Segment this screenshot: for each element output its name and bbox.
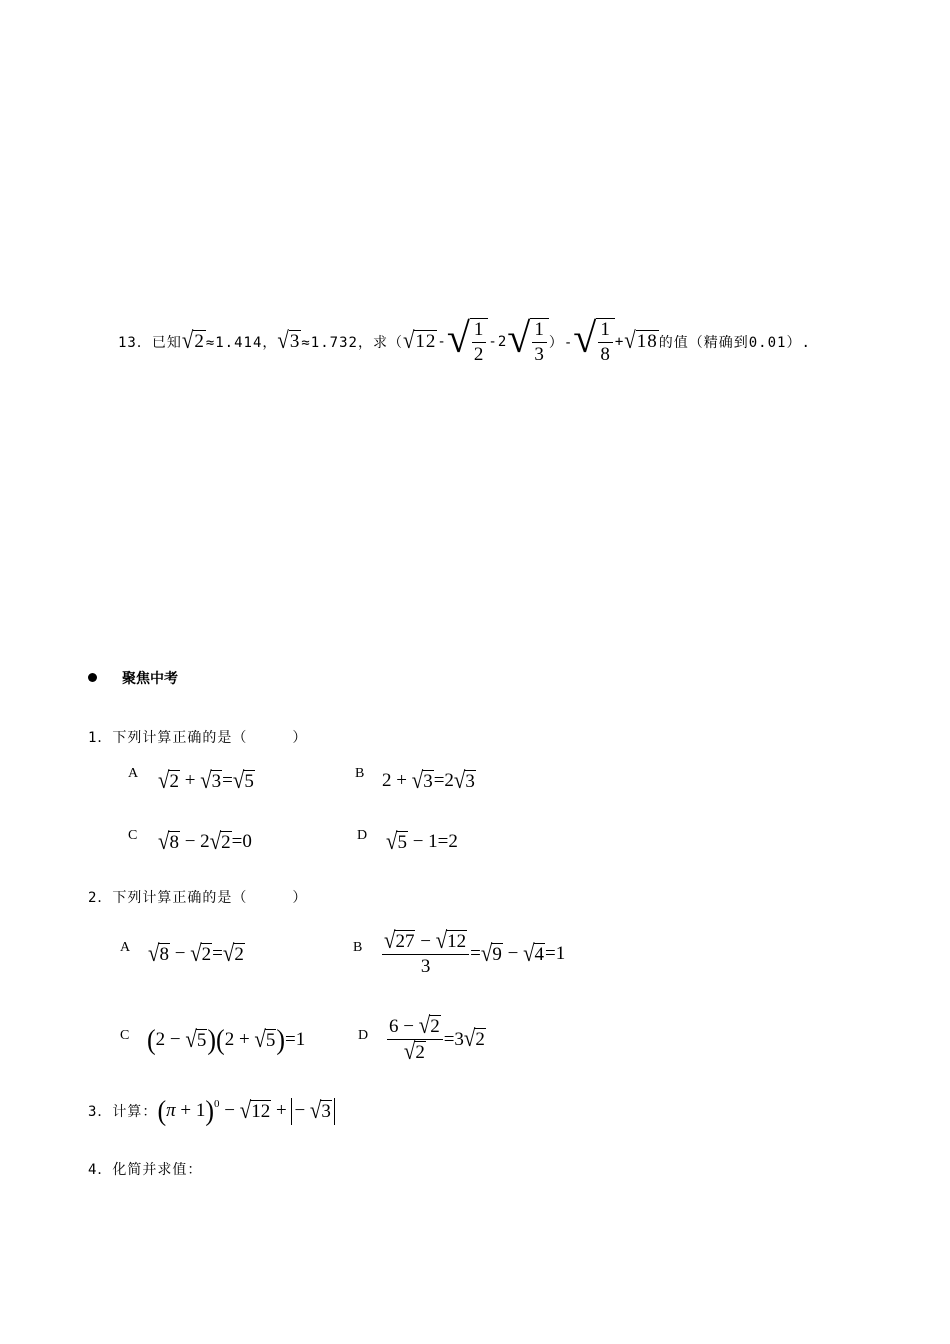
q13-minus1: -: [437, 333, 447, 350]
p2-option-a-label: A: [120, 940, 131, 955]
q13-sqrt2: √ 2: [181, 326, 205, 355]
p1-option-c-label: C: [128, 828, 138, 843]
p1-option-a-label: A: [128, 766, 139, 781]
p1-option-d-label: D: [357, 828, 368, 843]
q13-sqrt-third: √ $\frac{1}{3}$: [507, 318, 549, 366]
q13-minus2: -2: [488, 333, 508, 350]
section-title: 聚焦中考: [122, 671, 178, 687]
p3-formula: ( π + 1 ) $^0$ − √ 12 + − √ 3: [157, 1098, 334, 1125]
q13-number: 13．: [118, 334, 152, 351]
q13-sqrt3: √ 3: [277, 326, 301, 355]
question-13: [118, 318, 811, 366]
p1-option-a-formula: √ 2 + √ 3 = √ 5: [158, 765, 254, 794]
q13-sqrt-eighth: √ $\frac{1}{8}$: [573, 318, 615, 366]
q13-text-known: 已知: [151, 334, 182, 351]
p2-option-d-label: D: [358, 1028, 369, 1043]
q13-close: ）-: [548, 334, 574, 351]
problem-4-stem: 4．化简并求值：: [88, 1162, 203, 1178]
problem-3: [88, 1094, 335, 1127]
p2-option-b-label: B: [353, 940, 363, 955]
q13-sqrt12: √ 12: [402, 326, 437, 355]
problem-2-stem: 2．下列计算正确的是（ ）: [88, 890, 308, 906]
bullet-icon: [88, 673, 97, 682]
p1-option-c-formula: √ 8 − 2 √ 2 =0: [158, 826, 252, 855]
problem-3-stem: 3．计算：: [88, 1104, 158, 1121]
q13-tail: 的值（精确到0.01）.: [658, 334, 811, 351]
q13-approx1: ≈1.414，: [205, 334, 278, 351]
p2-option-c-label: C: [120, 1028, 130, 1043]
p1-option-b-formula: 2 + √ 3 =2 √ 3: [382, 765, 475, 794]
q13-plus: +: [614, 333, 625, 350]
p2-option-b-formula: √ 27 − √ 12 3 = √ 9 − √ 4 =1: [384, 925, 566, 977]
problem-1-stem: 1．下列计算正确的是（ ）: [88, 730, 308, 746]
p2-option-d-formula: 6 − √ 2 √ 2 =3 √ 2: [389, 1010, 485, 1065]
q13-approx2: ≈1.732，求（: [301, 334, 403, 351]
p1-option-d-formula: √ 5 − 1=2: [386, 826, 458, 855]
p2-option-c-formula: ( 2 − √ 5 )( 2 + √ 5 ) =1: [147, 1023, 306, 1056]
p1-option-b-label: B: [355, 766, 365, 781]
q13-sqrt18: √ 18: [624, 326, 658, 355]
q13-sqrt-half: √ $\frac{1}{2}$: [447, 318, 489, 366]
p2-option-a-formula: √ 8 − √ 2 = √ 2: [148, 938, 244, 967]
